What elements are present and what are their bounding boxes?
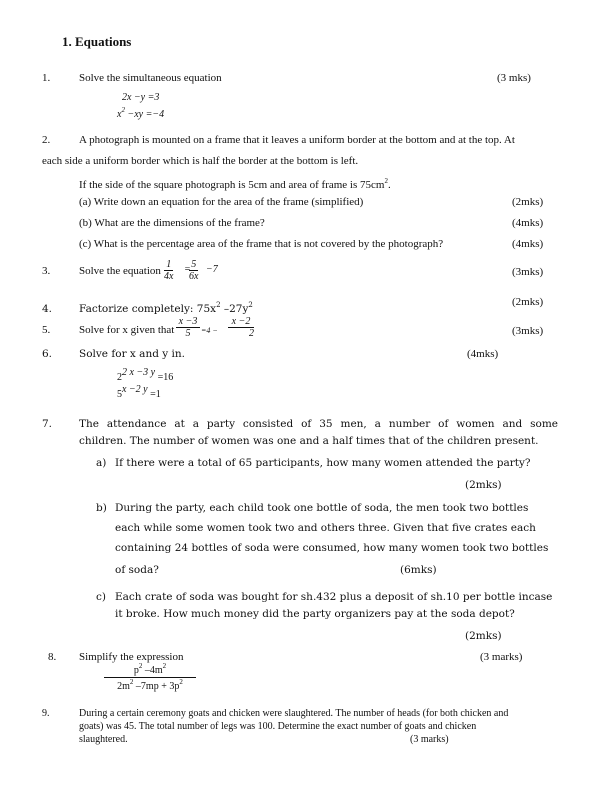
q7c-line-2: it broke. How much money did the party organizers pay at the soda depot? <box>115 608 515 620</box>
q7a-text: If there were a total of 65 participants, how many women attended the party? <box>115 457 531 469</box>
q7c-label: c) <box>96 591 106 603</box>
q7b-line-3: containing 24 bottles of soda were consumed, how many women took two bottles <box>115 542 549 554</box>
q4-number: 4. <box>42 303 53 315</box>
q1-marks: (3 mks) <box>497 72 531 84</box>
q4-text: Factorize completely: $75x^2$ $-27y^2$ <box>79 301 253 315</box>
q7b-label: b) <box>96 502 107 514</box>
q7a-marks: (2mks) <box>465 479 502 491</box>
q7a-label: a) <box>96 457 107 469</box>
q2-part-b: (b) What are the dimensions of the frame? <box>79 217 265 229</box>
q9-line-1: During a certain ceremony goats and chicken were slaughtered. The number of heads (for both chicken and <box>79 708 509 719</box>
q8-text: Simplify the expression <box>79 651 184 663</box>
q3-equals: = <box>184 264 191 275</box>
q7c-line-1: Each crate of soda was bought for sh.432 plus a deposit of sh.10 per bottle incase <box>115 591 553 603</box>
q2-part-c-marks: (4mks) <box>512 238 544 250</box>
q5-fraction-1: $\frac{x -3}{5}$ <box>176 316 200 339</box>
q9-line-2: goats) was 45. The total number of legs was 100. Determine the exact number of goats and chicken <box>79 721 477 732</box>
q3-fraction-2: $\frac{5}{6x}$ <box>189 259 199 282</box>
q3-fraction-1: $\frac{1}{4x}$ <box>164 259 174 282</box>
q6-marks: (4mks) <box>467 348 499 360</box>
q2-part-a-marks: (2mks) <box>512 196 544 208</box>
q7-number: 7. <box>42 418 53 430</box>
q5-middle: =4 − <box>201 326 218 335</box>
q7c-marks: (2mks) <box>465 630 502 642</box>
q6-equation-2: $5^{x -2 y} =1$ <box>117 384 161 400</box>
section-title: 1. Equations <box>62 34 132 49</box>
q1-number: 1. <box>42 72 51 84</box>
q9-line-3: slaughtered. <box>79 734 128 745</box>
q8-number: 8. <box>48 651 57 663</box>
q1-equation-1: 2x −y =3 <box>122 92 160 103</box>
q7-line-2: children. The number of women was one and a half times that of the children present. <box>79 435 539 447</box>
q6-number: 6. <box>42 348 53 360</box>
q5-fraction-2: $\frac{x -2}{2}$ <box>228 316 254 339</box>
q2-part-a: (a) Write down an equation for the area of the frame (simplified) <box>79 196 364 208</box>
q2-part-c: (c) What is the percentage area of the frame that is not covered by the photograph? <box>79 238 444 250</box>
q3-text: Solve the equation <box>79 265 161 277</box>
q5-number: 5. <box>42 324 51 336</box>
q2-number: 2. <box>42 134 51 146</box>
q2-line-1: A photograph is mounted on a frame that it leaves a uniform border at the bottom and at the top. At <box>79 134 515 146</box>
q7-line-1: The attendance at a party consisted of 35 men, a number of women and some <box>79 418 558 430</box>
q8-fraction: $\frac{p^2 -4m^2}{2m^2 -7mp + 3p^2}$ <box>104 665 196 692</box>
q3-rest: −7 <box>206 264 218 275</box>
q4-marks: (2mks) <box>512 296 544 308</box>
q2-part-b-marks: (4mks) <box>512 217 544 229</box>
q5-marks: (3mks) <box>512 325 544 337</box>
q3-number: 3. <box>42 265 51 277</box>
q6-text: Solve for x and y in. <box>79 348 185 360</box>
q7b-marks: (6mks) <box>400 564 437 576</box>
q2-given: If the side of the square photograph is 5cm and area of frame is $75cm^2$. <box>79 177 391 191</box>
q1-text: Solve the simultaneous equation <box>79 72 222 84</box>
q2-line-2: each side a uniform border which is half the border at the bottom is left. <box>42 155 359 167</box>
q7b-line-2: each while some women took two and others three. Given that five crates each <box>115 522 536 534</box>
q8-marks: (3 marks) <box>480 651 523 663</box>
q7b-line-4: of soda? <box>115 564 159 576</box>
q7b-line-1: During the party, each child took one bottle of soda, the men took two bottles <box>115 502 529 514</box>
q5-text: Solve for x given that <box>79 324 175 336</box>
q9-number: 9. <box>42 708 50 719</box>
q1-equation-2: $x^2 -xy =-4$ <box>117 106 165 120</box>
q9-marks: (3 marks) <box>410 734 449 745</box>
q6-equation-1: $2^{2 x -3 y} =16$ <box>117 367 174 383</box>
q3-marks: (3mks) <box>512 266 544 278</box>
